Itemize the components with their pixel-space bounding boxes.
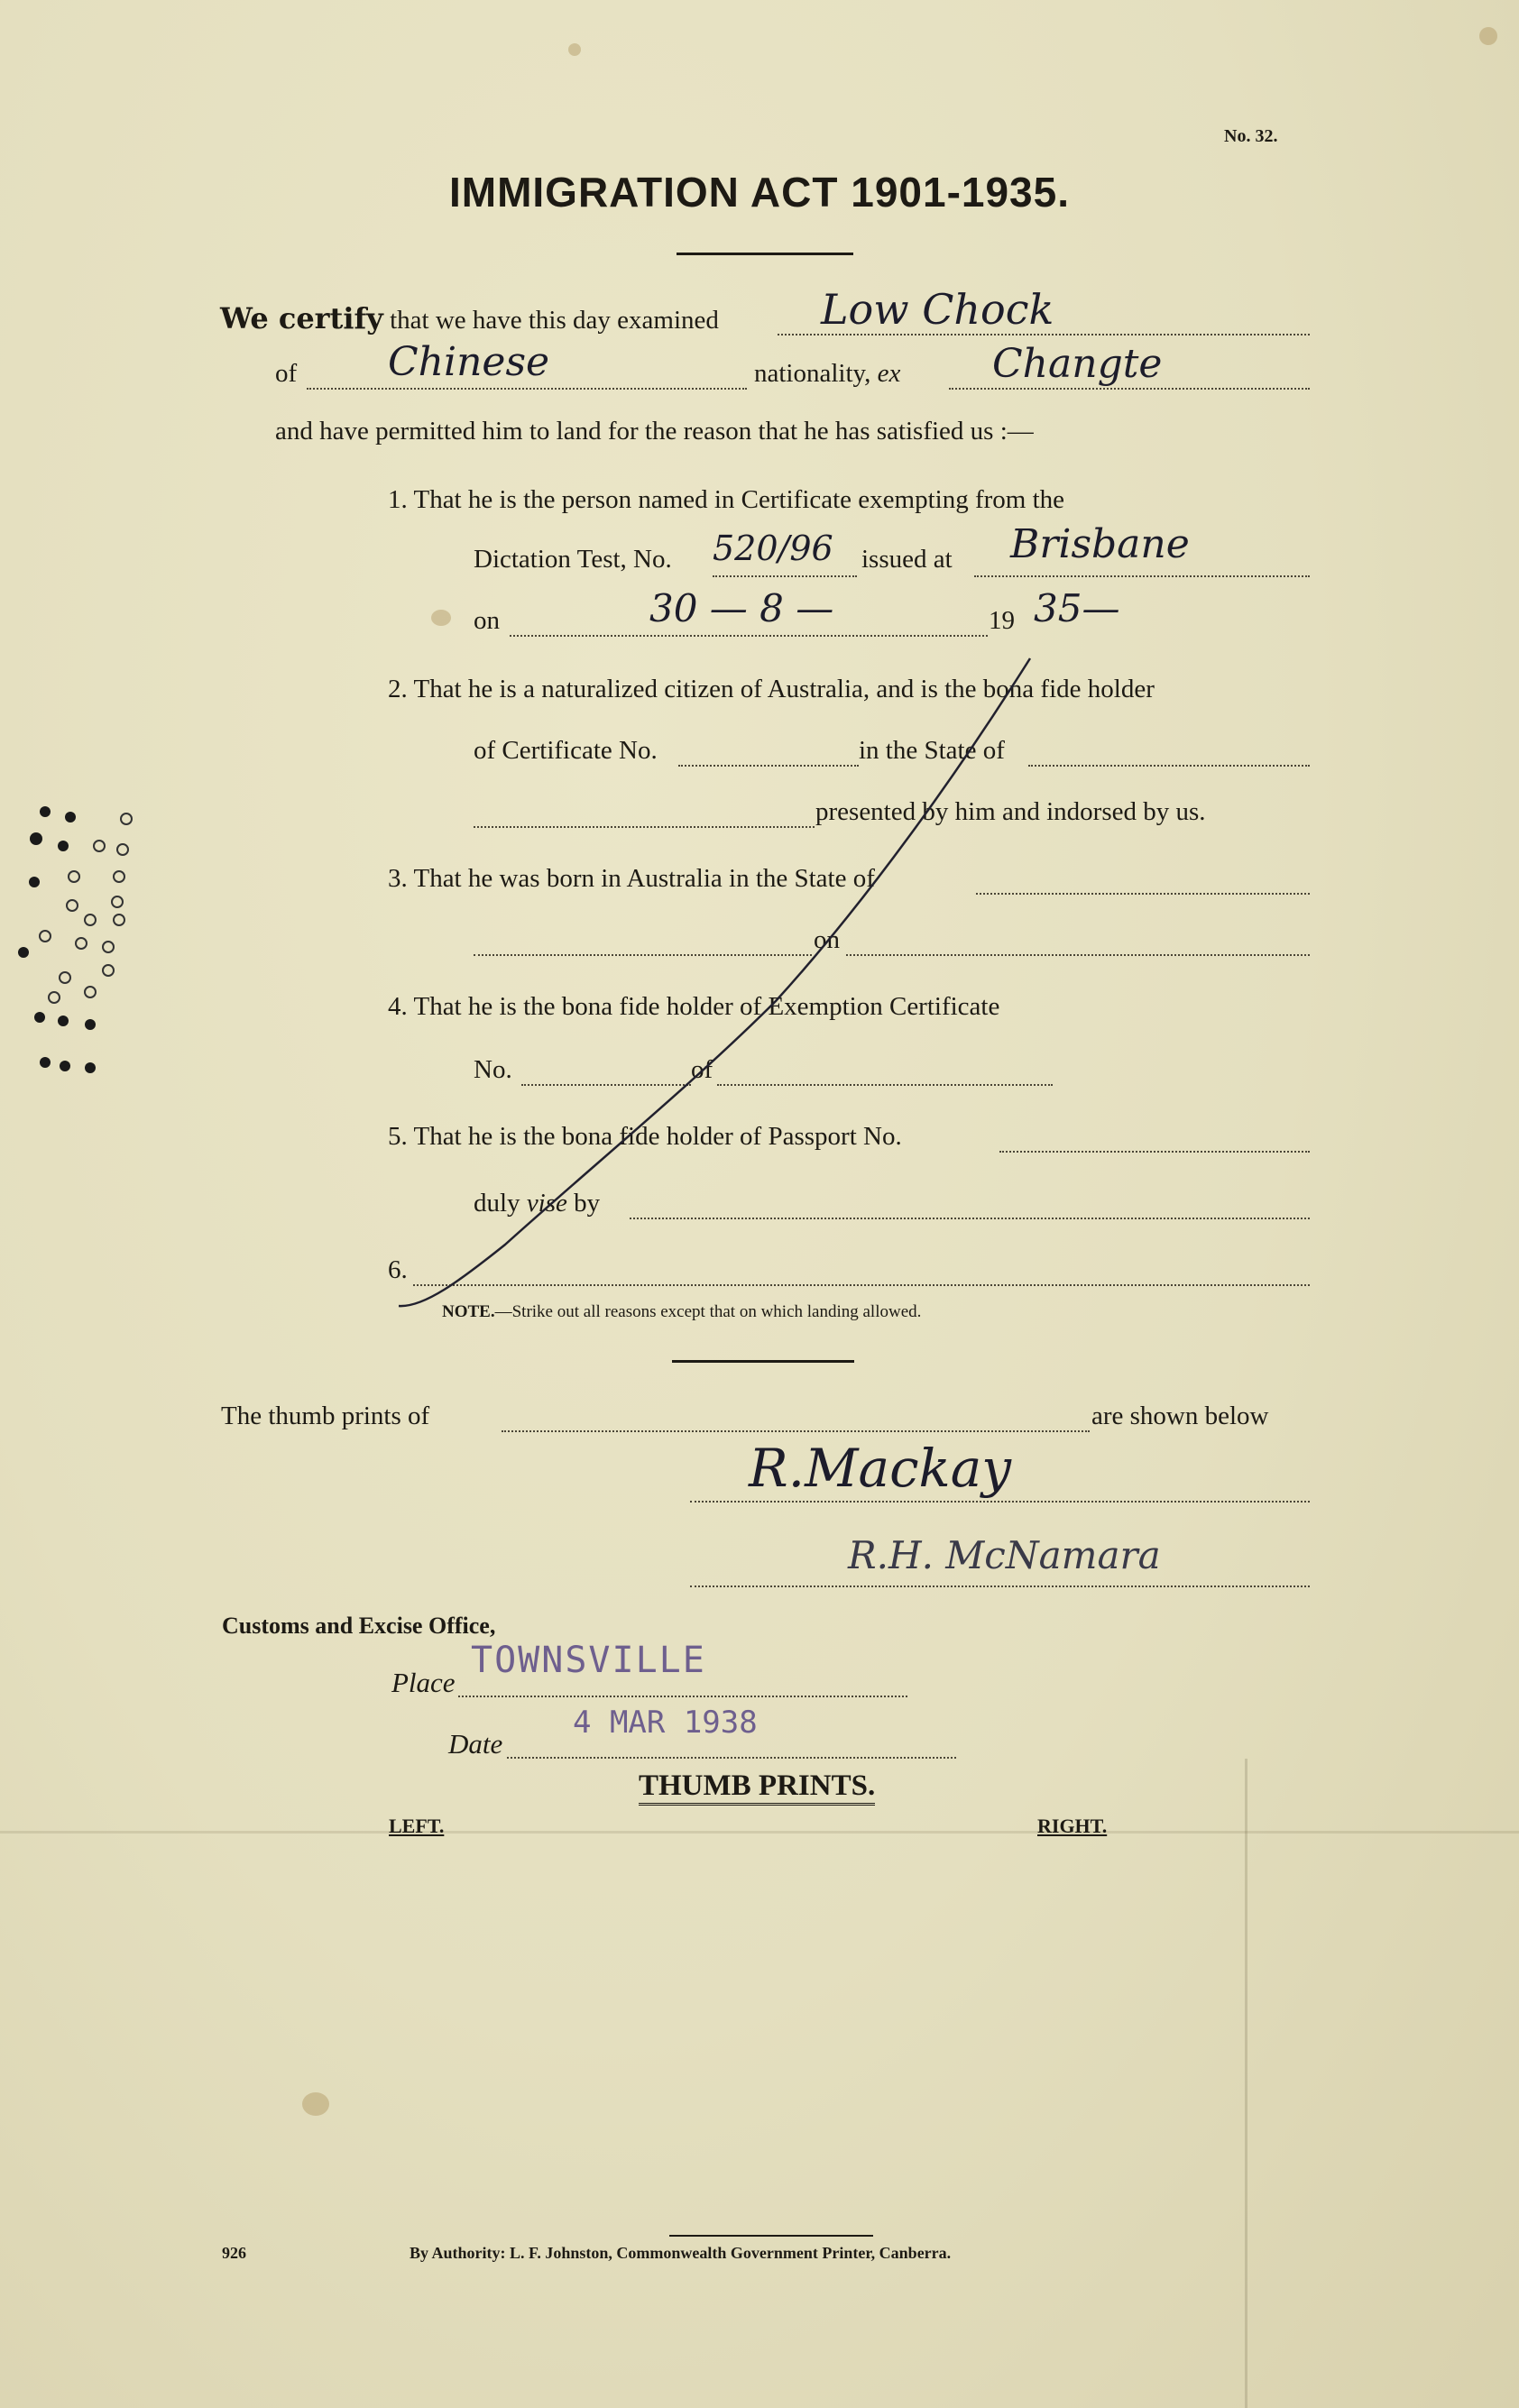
nationality-handwritten: Chinese bbox=[388, 339, 550, 385]
stain bbox=[302, 2092, 329, 2116]
reason-3-line1: 3. That he was born in Australia in the State of bbox=[388, 864, 875, 893]
customs-office: Customs and Excise Office, bbox=[222, 1613, 496, 1639]
reason-3-on: on bbox=[814, 925, 840, 954]
reason-4-of: of bbox=[691, 1055, 713, 1084]
form-number: No. 32. bbox=[1224, 126, 1278, 146]
blank-line bbox=[949, 388, 1310, 390]
reason-2-state-label: in the State of bbox=[859, 736, 1005, 765]
date-handwritten: 30 — 8 — bbox=[649, 586, 834, 630]
divider bbox=[677, 253, 853, 255]
left-label: LEFT. bbox=[389, 1815, 445, 1837]
divider bbox=[672, 1360, 854, 1363]
stain bbox=[568, 43, 581, 56]
blank-line bbox=[678, 765, 859, 767]
place-stamp: TOWNSVILLE bbox=[471, 1640, 706, 1681]
blank-line bbox=[458, 1696, 907, 1697]
reason-5-line1: 5. That he is the bona fide holder of Passport No. bbox=[388, 1122, 902, 1151]
examined-text: that we have this day examined bbox=[390, 306, 719, 335]
blank-line bbox=[1028, 765, 1310, 767]
footer-authority: By Authority: L. F. Johnston, Commonwealth Government Printer, Canberra. bbox=[410, 2244, 952, 2262]
reason-4-line1: 4. That he is the bona fide holder of Exemption Certificate bbox=[388, 992, 1000, 1021]
signature-line bbox=[690, 1585, 1310, 1587]
signature-2: R.H. McNamara bbox=[848, 1533, 1161, 1577]
blank-line bbox=[630, 1218, 1310, 1219]
on-label: on bbox=[474, 606, 500, 635]
nationality-label: nationality, bbox=[754, 359, 871, 388]
fold-line bbox=[0, 1831, 1519, 1834]
thumb-shown: are shown below bbox=[1091, 1402, 1269, 1430]
blank-line bbox=[413, 1284, 1310, 1286]
right-label: RIGHT. bbox=[1037, 1815, 1108, 1837]
blank-line bbox=[307, 388, 747, 390]
blank-line bbox=[999, 1151, 1310, 1153]
cert-no-handwritten: 520/96 bbox=[713, 528, 833, 568]
blank-line bbox=[846, 954, 1310, 956]
reason-2-cert-label: of Certificate No. bbox=[474, 736, 658, 765]
page-title: IMMIGRATION ACT 1901-1935. bbox=[448, 169, 1071, 216]
place-handwritten: Brisbane bbox=[1010, 521, 1190, 567]
blank-line bbox=[713, 575, 857, 577]
ship-handwritten: Changte bbox=[992, 341, 1163, 387]
of-label: of bbox=[275, 359, 298, 388]
blank-line bbox=[507, 1757, 956, 1759]
footer-code: 926 bbox=[222, 2244, 246, 2262]
blank-line bbox=[778, 334, 1310, 335]
dictation-label: Dictation Test, No. bbox=[474, 545, 672, 574]
year-handwritten: 35— bbox=[1034, 586, 1120, 630]
blank-line bbox=[717, 1084, 1053, 1086]
thumb-prints-heading: THUMB PRINTS. bbox=[639, 1769, 875, 1806]
stain bbox=[431, 610, 451, 626]
issued-at-label: issued at bbox=[861, 545, 953, 574]
note bbox=[442, 1302, 921, 1322]
blank-line bbox=[976, 893, 1310, 895]
thumb-text: The thumb prints of bbox=[221, 1402, 430, 1430]
date-label: Date bbox=[448, 1728, 503, 1760]
name-handwritten: Low Chock bbox=[821, 285, 1054, 334]
reason-1-line1: 1. That he is the person named in Certificate exempting from the bbox=[388, 485, 1065, 514]
reason-5-duly bbox=[474, 1189, 600, 1218]
blank-line bbox=[474, 826, 815, 828]
signature-line bbox=[690, 1501, 1310, 1503]
blank-line bbox=[510, 635, 988, 637]
year-prefix: 19 bbox=[989, 606, 1015, 635]
reason-6: 6. bbox=[388, 1255, 408, 1284]
duly-label: duly bbox=[474, 1189, 520, 1218]
reason-2-line3: presented by him and indorsed by us. bbox=[815, 797, 1206, 826]
by-label: by bbox=[574, 1189, 601, 1218]
blank-line bbox=[521, 1084, 691, 1086]
blank-line bbox=[474, 954, 812, 956]
reason-2-line1: 2. That he is a naturalized citizen of Australia, and is the bona fide holder bbox=[388, 675, 1155, 703]
note-text: —Strike out all reasons except that on which landing allowed. bbox=[494, 1302, 922, 1321]
blank-line bbox=[974, 575, 1310, 577]
signature-1: R.Mackay bbox=[749, 1438, 1012, 1499]
note-label: NOTE. bbox=[442, 1302, 495, 1321]
ex-label: ex bbox=[877, 359, 901, 388]
we-certify: We certify bbox=[220, 301, 383, 335]
divider bbox=[669, 2235, 873, 2237]
nationality-text bbox=[754, 359, 900, 389]
blank-line bbox=[502, 1430, 1090, 1432]
date-stamp: 4 MAR 1938 bbox=[573, 1705, 758, 1741]
stain bbox=[1479, 27, 1497, 45]
fold-line bbox=[1245, 1759, 1247, 2408]
certify-line bbox=[220, 301, 719, 335]
punch-holes bbox=[0, 776, 135, 1082]
place-label: Place bbox=[391, 1667, 456, 1698]
permitted-text: and have permitted him to land for the reason that he has satisfied us :— bbox=[275, 417, 1034, 446]
vise-label: vise bbox=[526, 1189, 567, 1218]
reason-4-no: No. bbox=[474, 1055, 512, 1084]
